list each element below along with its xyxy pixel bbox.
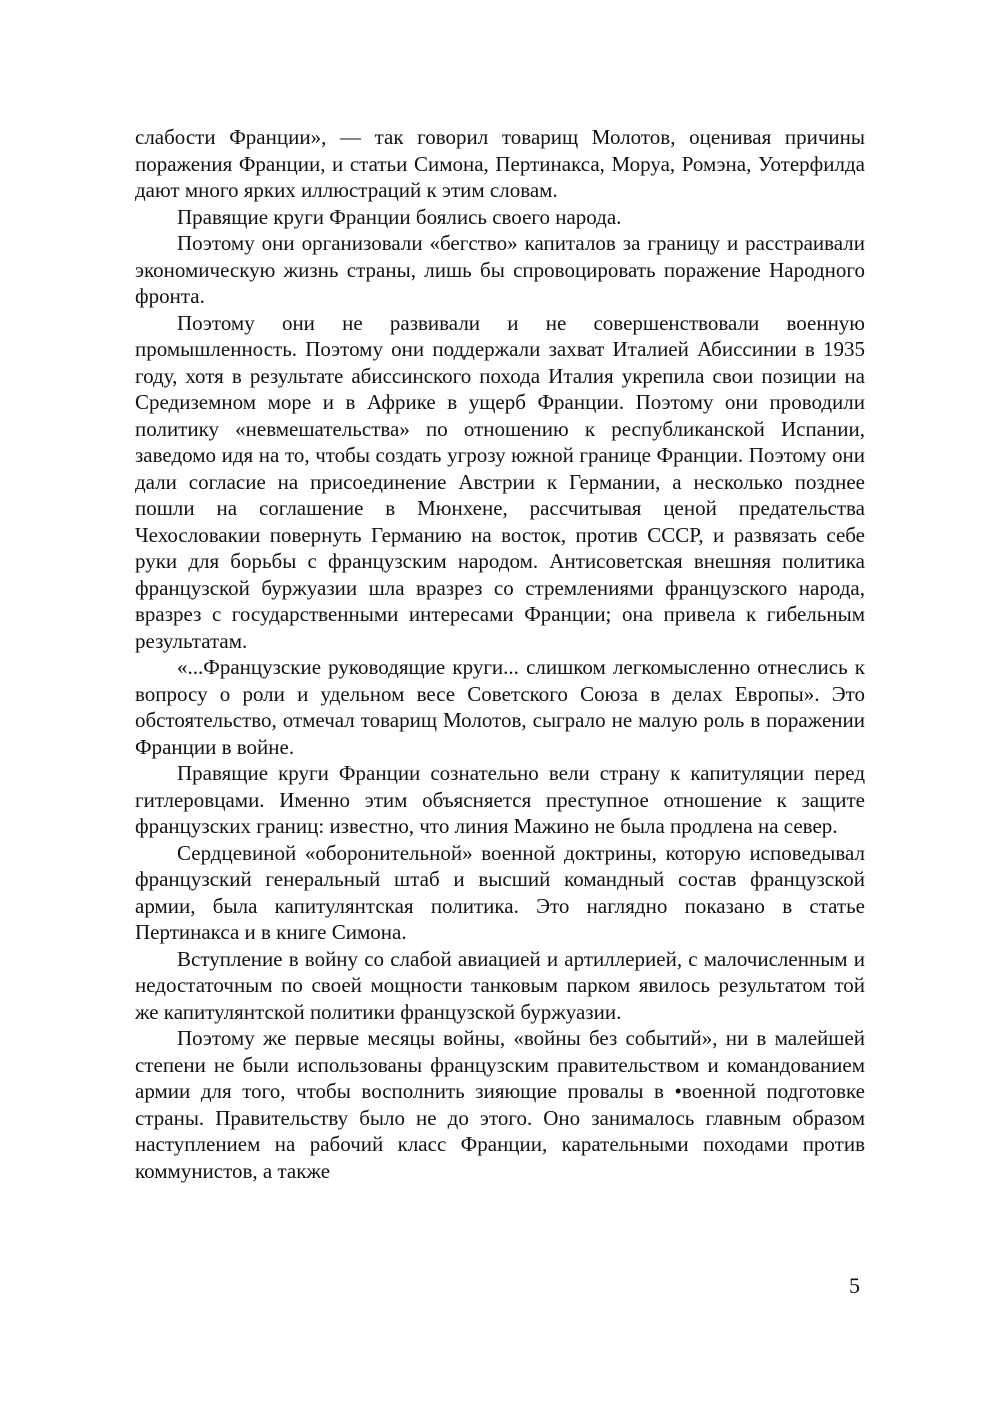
paragraph-2: Правящие круги Франции боялись своего народа. [177, 204, 622, 229]
paragraph-3: Поэтому они организовали «бегство» капиталов за границу и расстраивали экономическую жизнь страны, лишь бы спровоцировать поражение Народного фронта. [135, 231, 865, 308]
paragraph-7: Сердцевиной «оборонительной» военной доктрины, которую исповедывал французский генеральный штаб и высший командный состав французской армии, была капитулянтская политика. Это наглядно показано в статье Пертинакса и в книге Симона. [135, 840, 865, 944]
paragraph-4: Поэтому они не развивали и не совершенствовали военную промышленность. Поэтому они поддержали захват Италией Абиссинии в 1935 году, хотя в результате абиссинского похода Италия укрепила свои позиции на Средиземном море и в Африке в ущерб Франции. Поэтому они проводили политику «невмешательства» по отношению к республиканской Испании, заведомо идя на то, чтобы создать угрозу южной границе Франции. Поэтому они дали согласие на присоединение Австрии к Германии, а несколько позднее пошли на соглашение в Мюнхене, рассчитывая ценой предательства Чехословакии повернуть Германию на восток, против СССР, и развязать себе руки для борьбы с французским народом. Антисоветская внешняя политика французской буржуазии шла вразрез со стремлениями французского народа, вразрез с государственными интересами Франции; она привела к гибельным результатам. [135, 310, 865, 653]
paragraph-8: Вступление в войну со слабой авиацией и артиллерией, с малочисленным и недостаточным по своей мощности танковым парком явилось результатом той же капитулянтской политики французской буржуазии. [135, 946, 865, 1024]
page-body [135, 124, 865, 1184]
paragraph-6: Правящие круги Франции сознательно вели страну к капитуляции перед гитлеровцами. Именно этим объясняется преступное отношение к защите французских границ: известно, что линия Мажино не была продлена на север. [135, 761, 865, 838]
page-number: 5 [849, 1273, 860, 1298]
paragraph-9: Поэтому же первые месяцы войны, «войны без событий», ни в малейшей степени не были использованы французским правительством и командованием армии для того, чтобы восполнить зияющие провалы в •военной подготовке страны. Правительству было не до этого. Оно занималось главным образом наступлением на рабочий класс Франции, карательными походами против коммунистов, а также [135, 1026, 865, 1183]
paragraph-5: «...Французские руководящие круги... слишком легкомысленно отнеслись к вопросу о роли и удельном весе Советского Союза в делах Европы». Это обстоятельство, отмечал товарищ Молотов, сыграло не малую роль в поражении Франции в войне. [135, 655, 865, 759]
paragraph-1: слабости Франции», — так говорил товарищ Молотов, оценивая причины поражения Франции, и статьи Симона, Пертинакса, Моруа, Ромэна, Уотерфилда дают много ярких иллюстраций к этим словам. [135, 125, 865, 202]
